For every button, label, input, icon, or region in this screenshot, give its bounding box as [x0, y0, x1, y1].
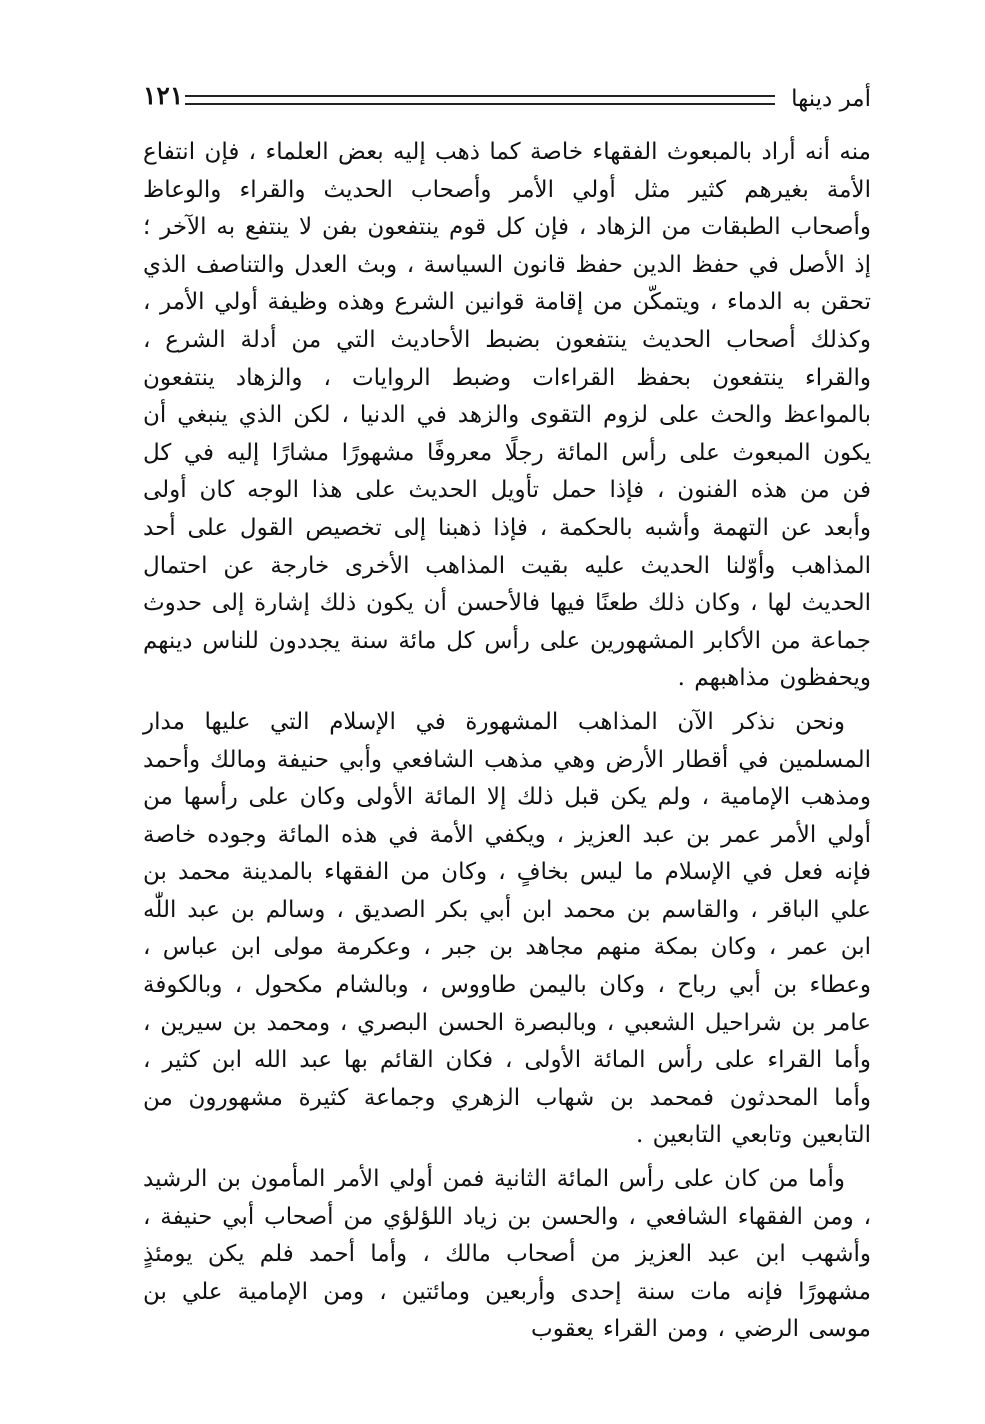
paragraph: ونحن نذكر الآن المذاهب المشهورة في الإسلام التي عليها مدار المسلمين في أقطار الأرض وهي مذهب الشافعي وأبي حنيفة ومالك وأحمد ومذهب الإمامية ، ولم يكن قبل ذلك إلا المائة الأولى وكان على رأسها من أولي الأمر عمر بن عبد العزيز ، ويكفي الأمة في هذه المائة وجوده خاصة فإنه فعل في الإسلام ما ليس بخافٍ ، وكان من الفقهاء بالمدينة محمد بن علي الباقر ، والقاسم بن محمد ابن أبي بكر الصديق ، وسالم بن عبد اللّٰه ابن عمر ، وكان بمكة منهم مجاهد بن جبر ، وعكرمة مولى ابن عباس ، وعطاء بن أبي رباح ، وكان باليمن طاووس ، وبالشام مكحول ، وبالكوفة عامر بن شراحيل الشعبي ، وبالبصرة الحسن البصري ، ومحمد بن سيرين ، وأما القراء على رأس المائة الأولى ، فكان القائم بها عبد الله ابن كثير ، وأما المحدثون فمحمد بن شهاب الزهري وجماعة كثيرة مشهورون من التابعين وتابعي التابعين . — [143, 708, 871, 1149]
page-header — [143, 80, 871, 120]
paragraph-continued: منه أنه أراد بالمبعوث الفقهاء خاصة كما ذهب إليه بعض العلماء ، فإن انتفاع الأمة بغيرهم كثير مثل أولي الأمر وأصحاب الحديث والقراء والوعاظ وأصحاب الطبقات من الزهاد ، فإن كل قوم ينتفعون بفن لا ينتفع به الآخر ؛ إذ الأصل في حفظ الدين حفظ قانون السياسة ، وبث العدل والتناصف الذي تحقن به الدماء ، ويتمكّن من إقامة قوانين الشرع وهذه وظيفة أولي الأمر ، وكذلك أصحاب الحديث ينتفعون بضبط الأحاديث التي من أدلة الشرع ، والقراء ينتفعون بحفظ القراءات وضبط الروايات ، والزهاد ينتفعون بالمواعظ والحث على لزوم التقوى والزهد في الدنيا ، لكن الذي ينبغي أن يكون المبعوث على رأس المائة رجلًا معروفًا مشهورًا مشارًا إليه في كل فن من هذه الفنون ، فإذا حمل تأويل الحديث على هذا الوجه كان أولى وأبعد عن التهمة وأشبه بالحكمة ، فإذا ذهبنا إلى تخصيص القول على أحد المذاهب وأوّلنا الحديث عليه بقيت المذاهب الأخرى خارجة عن احتمال الحديث لها ، وكان ذلك طعنًا فيها فالأحسن أن يكون ذلك إشارة إلى حدوث جماعة من الأكابر المشهورين على رأس كل مائة سنة يجددون للناس دينهم ويحفظون مذاهبهم . — [143, 139, 871, 692]
paragraph: وأما من كان على رأس المائة الثانية فمن أولي الأمر المأمون بن الرشيد ، ومن الفقهاء الشافعي ، والحسن بن زياد اللؤلؤي من أصحاب أبي حنيفة ، وأشهب ابن عبد العزيز من أصحاب مالك ، وأما أحمد فلم يكن يومئذٍ مشهورًا فإنه مات سنة إحدى وأربعين ومائتين ، ومن الإمامية علي بن موسى الرضي ، ومن القراء يعقوب — [143, 1166, 871, 1343]
body-text — [143, 134, 871, 1349]
running-head: أمر دينها — [791, 86, 871, 112]
header-double-rule — [185, 95, 775, 105]
page-number: ١٢١ — [143, 81, 184, 110]
